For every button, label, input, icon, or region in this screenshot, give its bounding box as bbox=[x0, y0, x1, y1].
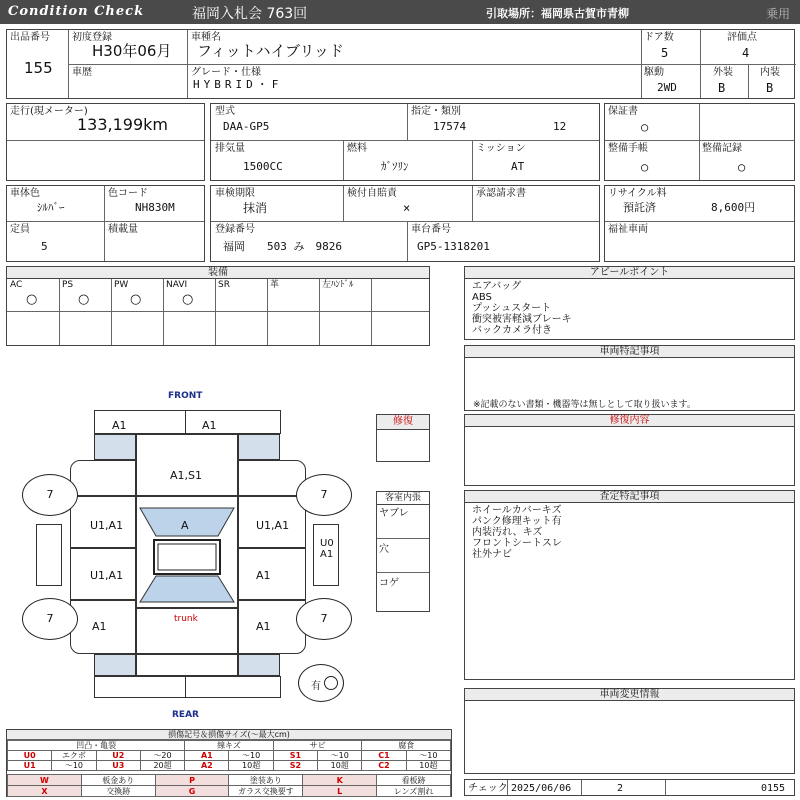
capacity-value: 5 bbox=[41, 240, 48, 253]
special-notes-title: 車両特記事項 bbox=[465, 346, 794, 358]
welfare-label: 福祉車両 bbox=[608, 224, 648, 235]
right-front-door-damage: U1,A1 bbox=[256, 519, 290, 532]
front-left-damage: A1 bbox=[112, 419, 127, 432]
legend-desc: 〜10 bbox=[52, 761, 96, 771]
exterior-label: 外装 bbox=[713, 67, 733, 78]
spare-tire-label: 有 bbox=[311, 681, 321, 692]
change-info-title: 車両変更情報 bbox=[465, 689, 794, 701]
legend-code: U1 bbox=[8, 761, 52, 771]
grade-label: グレード・仕様 bbox=[191, 67, 261, 78]
legend-code: U0 bbox=[8, 751, 52, 761]
inspector-title: 査定特記事項 bbox=[465, 491, 794, 503]
class-value: 12 bbox=[553, 120, 567, 133]
check-row bbox=[464, 779, 795, 796]
reg-no-label: 登録番号 bbox=[215, 224, 255, 235]
front-label: FRONT bbox=[168, 391, 203, 401]
repair-side-label: 修復 bbox=[377, 415, 429, 430]
equipment-cell bbox=[216, 279, 268, 345]
tire-front-right: 7 bbox=[296, 474, 352, 516]
repair-side-box bbox=[376, 414, 430, 462]
check-number: 0155 bbox=[761, 783, 786, 794]
insurance-label: 検付自賠責 bbox=[347, 188, 397, 199]
legend-code: A1 bbox=[185, 751, 229, 761]
legend-desc: 〜10 bbox=[406, 751, 450, 761]
recycle-box bbox=[604, 185, 795, 262]
inspection-box bbox=[210, 185, 600, 262]
equipment-value: ○ bbox=[26, 292, 38, 307]
interior-item-tear: ヤブレ bbox=[379, 508, 409, 519]
tire-rear-left: 7 bbox=[22, 598, 78, 640]
designation-value: 17574 bbox=[433, 120, 467, 133]
tire-rear-right: 7 bbox=[296, 598, 352, 640]
right-side-strip-damage: U0 A1 bbox=[320, 538, 334, 560]
equipment-cell bbox=[8, 279, 60, 345]
displacement-value: 1500CC bbox=[243, 160, 283, 173]
legend-code: S2 bbox=[273, 761, 317, 771]
model-value: DAA-GP5 bbox=[223, 120, 270, 133]
color-code-label: 色コード bbox=[108, 188, 148, 199]
mission-value: AT bbox=[511, 160, 525, 173]
right-rear-door-damage: A1 bbox=[256, 569, 271, 582]
category-badge: 乗用 bbox=[766, 7, 791, 21]
service-book-label: 整備手帳 bbox=[608, 143, 648, 154]
model-label: 型式 bbox=[215, 106, 235, 117]
legend-desc: 10超 bbox=[318, 761, 362, 771]
interior-item-burn: コゲ bbox=[379, 578, 399, 589]
appeal-text: エアバッグ ABS プッシュスタート 衝突被害軽減ブレーキ バックカメラ付き bbox=[472, 281, 572, 336]
change-info-box bbox=[464, 688, 795, 774]
legend-code: U3 bbox=[96, 761, 140, 771]
reg-no-value: 福岡 503 み 9826 bbox=[223, 240, 342, 253]
rear-glass bbox=[140, 576, 234, 602]
interior-lining-box bbox=[376, 491, 430, 612]
legend-header: 凹凸・亀裂 bbox=[8, 741, 185, 751]
interior-value: B bbox=[766, 81, 774, 95]
service-record-value: ○ bbox=[738, 160, 746, 174]
legend-desc: 塗装あり bbox=[229, 775, 303, 786]
header-bar bbox=[0, 0, 800, 24]
check-date: 2025/06/06 bbox=[511, 783, 572, 794]
approval-label: 承認請求書 bbox=[476, 188, 526, 199]
rear-bumper-left bbox=[94, 676, 186, 698]
trunk-label: trunk bbox=[174, 614, 198, 624]
grade-value: HYBRID・F bbox=[193, 78, 283, 91]
legend-desc: 20超 bbox=[140, 761, 184, 771]
legend-box bbox=[6, 729, 452, 797]
recycle-amount: 8,600円 bbox=[711, 201, 756, 214]
chassis-value: GP5-1318201 bbox=[417, 240, 490, 253]
insurance-value: × bbox=[403, 201, 411, 215]
legend-table-repair bbox=[7, 774, 451, 797]
legend-desc: 板金あり bbox=[81, 775, 155, 786]
equipment-box bbox=[6, 266, 430, 346]
special-notes-footer: ※記載のない書類・機器等は無しとして取り扱います。 bbox=[473, 400, 696, 410]
inspection-label: 車検期限 bbox=[215, 188, 255, 199]
color-value: ｼﾙﾊﾞｰ bbox=[37, 201, 65, 214]
model-box bbox=[210, 103, 600, 181]
front-right-damage: A1 bbox=[202, 419, 217, 432]
mileage-label: 走行(現メーター) bbox=[10, 106, 88, 117]
score-value: 4 bbox=[742, 46, 750, 60]
equipment-label: PS bbox=[62, 280, 74, 290]
legend-desc: 交換跡 bbox=[81, 786, 155, 797]
drive-value: 2WD bbox=[657, 81, 677, 94]
chassis-label: 車台番号 bbox=[411, 224, 451, 235]
mission-label: ミッション bbox=[476, 143, 526, 154]
rear-label: REAR bbox=[172, 710, 199, 720]
repair-box bbox=[464, 414, 795, 486]
equipment-title: 装備 bbox=[7, 267, 429, 279]
legend-desc: 〜10 bbox=[318, 751, 362, 761]
front-right-lamp bbox=[238, 434, 280, 460]
equipment-label: NAVI bbox=[166, 280, 188, 290]
legend-header: 線キズ bbox=[185, 741, 274, 751]
legend-code: X bbox=[8, 786, 82, 797]
legend-code: A2 bbox=[185, 761, 229, 771]
equipment-label: AC bbox=[10, 280, 23, 290]
windshield-damage: A bbox=[181, 519, 189, 532]
documents-box bbox=[604, 103, 795, 181]
left-front-door-damage: U1,A1 bbox=[90, 519, 124, 532]
inspector-box bbox=[464, 490, 795, 680]
doors-label: ドア数 bbox=[644, 32, 674, 43]
equipment-value: ○ bbox=[130, 292, 142, 307]
left-rear-door-damage: U1,A1 bbox=[90, 569, 124, 582]
appeal-box bbox=[464, 266, 795, 340]
displacement-label: 排気量 bbox=[215, 143, 245, 154]
warranty-value: ○ bbox=[641, 120, 649, 134]
legend-header: 腐食 bbox=[362, 741, 451, 751]
legend-desc: エクボ bbox=[52, 751, 96, 761]
color-box bbox=[6, 185, 205, 262]
spare-tire-icon bbox=[324, 676, 338, 690]
equipment-cell bbox=[112, 279, 164, 345]
service-record-label: 整備記録 bbox=[702, 143, 742, 154]
equipment-label: SR bbox=[218, 280, 230, 290]
color-label: 車体色 bbox=[10, 188, 40, 199]
legend-desc: レンズ割れ bbox=[377, 786, 451, 797]
left-front-fender bbox=[70, 460, 136, 496]
legend-code: G bbox=[155, 786, 229, 797]
equipment-label: 革 bbox=[270, 280, 280, 290]
service-book-value: ○ bbox=[641, 160, 649, 174]
legend-code: P bbox=[155, 775, 229, 786]
legend-code: W bbox=[8, 775, 82, 786]
check-label: チェック bbox=[468, 783, 508, 794]
special-notes-box bbox=[464, 345, 795, 411]
score-label: 評価点 bbox=[727, 32, 757, 43]
legend-header: サビ bbox=[273, 741, 362, 751]
legend-code: C1 bbox=[362, 751, 406, 761]
fuel-value: ｶﾞｿﾘﾝ bbox=[381, 160, 409, 173]
hood bbox=[136, 434, 238, 496]
inspection-value: 抹消 bbox=[243, 201, 268, 215]
legend-code: C2 bbox=[362, 761, 406, 771]
first-reg-label: 初度登録 bbox=[72, 32, 112, 43]
equipment-cell bbox=[268, 279, 320, 345]
left-side-strip bbox=[36, 524, 62, 586]
interior-label: 内装 bbox=[760, 67, 780, 78]
interior-item-hole: 穴 bbox=[379, 544, 389, 555]
rear-right-lamp bbox=[238, 654, 280, 676]
equipment-value: ○ bbox=[78, 292, 90, 307]
legend-desc: 看板跡 bbox=[377, 775, 451, 786]
car-name-label: 車種名 bbox=[191, 32, 221, 43]
exterior-value: B bbox=[718, 81, 726, 95]
equipment-cell bbox=[60, 279, 112, 345]
rear-left-lamp bbox=[94, 654, 136, 676]
drive-label: 駆動 bbox=[644, 67, 664, 78]
legend-desc: 〜10 bbox=[229, 751, 273, 761]
right-rear-quarter bbox=[238, 600, 306, 654]
warranty-label: 保証書 bbox=[608, 106, 638, 117]
designation-label: 指定・類別 bbox=[411, 106, 461, 117]
lot-value: 155 bbox=[24, 59, 53, 77]
inspector-text: ホイールカバーキズ パンク修理キット有 内装汚れ、キズ フロントシートスレ 社外ナビ bbox=[472, 505, 562, 560]
legend-desc: 10超 bbox=[229, 761, 273, 771]
hood-damage: A1,S1 bbox=[170, 469, 203, 482]
equipment-cell bbox=[164, 279, 216, 345]
row1 bbox=[6, 29, 795, 99]
legend-table-damage bbox=[7, 740, 451, 771]
recycle-label: リサイクル料 bbox=[608, 188, 667, 199]
header-title: Condition Check bbox=[8, 4, 145, 19]
front-bumper-left bbox=[94, 410, 186, 434]
equipment-label: 左ﾊﾝﾄﾞﾙ bbox=[322, 280, 354, 290]
mileage-value: 133,199km bbox=[77, 115, 169, 134]
legend-desc: 10超 bbox=[406, 761, 450, 771]
right-rear-quarter-damage: A1 bbox=[256, 620, 271, 633]
front-bumper-right bbox=[185, 410, 281, 434]
tire-front-left: 7 bbox=[22, 474, 78, 516]
capacity-label: 定員 bbox=[10, 224, 30, 235]
legend-code: L bbox=[303, 786, 377, 797]
load-label: 積載量 bbox=[108, 224, 138, 235]
windshield bbox=[136, 496, 238, 608]
recycle-status: 預託済 bbox=[623, 201, 656, 214]
legend-code: U2 bbox=[96, 751, 140, 761]
legend-code: K bbox=[303, 775, 377, 786]
legend-title: 損傷記号＆損傷サイズ(〜最大cm) bbox=[7, 730, 451, 740]
rear-center-panel bbox=[136, 654, 238, 676]
pickup-location: 引取場所：福岡県古賀市青柳 bbox=[486, 7, 629, 20]
spare-tire bbox=[298, 664, 344, 702]
color-code-value: NH830M bbox=[135, 201, 175, 214]
rear-bumper-right bbox=[185, 676, 281, 698]
fuel-label: 燃料 bbox=[347, 143, 367, 154]
left-rear-quarter-damage: A1 bbox=[92, 620, 107, 633]
legend-code: S1 bbox=[273, 751, 317, 761]
legend-desc: 〜20 bbox=[140, 751, 184, 761]
doors-value: 5 bbox=[661, 46, 669, 60]
lot-label: 出品番号 bbox=[10, 32, 50, 43]
legend-desc: ガラス交換要す bbox=[229, 786, 303, 797]
sunroof-inner bbox=[158, 544, 216, 570]
history-label: 車歴 bbox=[72, 67, 92, 78]
appeal-title: アピールポイント bbox=[465, 267, 794, 279]
front-left-lamp bbox=[94, 434, 136, 460]
equipment-value: ○ bbox=[182, 292, 194, 307]
right-rear-door bbox=[238, 548, 306, 600]
first-reg-value: H30年06月 bbox=[92, 42, 172, 60]
equipment-cell bbox=[320, 279, 372, 345]
car-name-value: フィットハイブリッド bbox=[197, 42, 344, 60]
car-diagram bbox=[0, 388, 375, 724]
repair-title: 修復内容 bbox=[465, 415, 794, 427]
check-count: 2 bbox=[617, 783, 624, 794]
auction-name: 福岡入札会 763回 bbox=[192, 6, 308, 22]
mileage-box bbox=[6, 103, 205, 181]
interior-lining-title: 客室内張 bbox=[377, 492, 429, 505]
equipment-label: PW bbox=[114, 280, 129, 290]
